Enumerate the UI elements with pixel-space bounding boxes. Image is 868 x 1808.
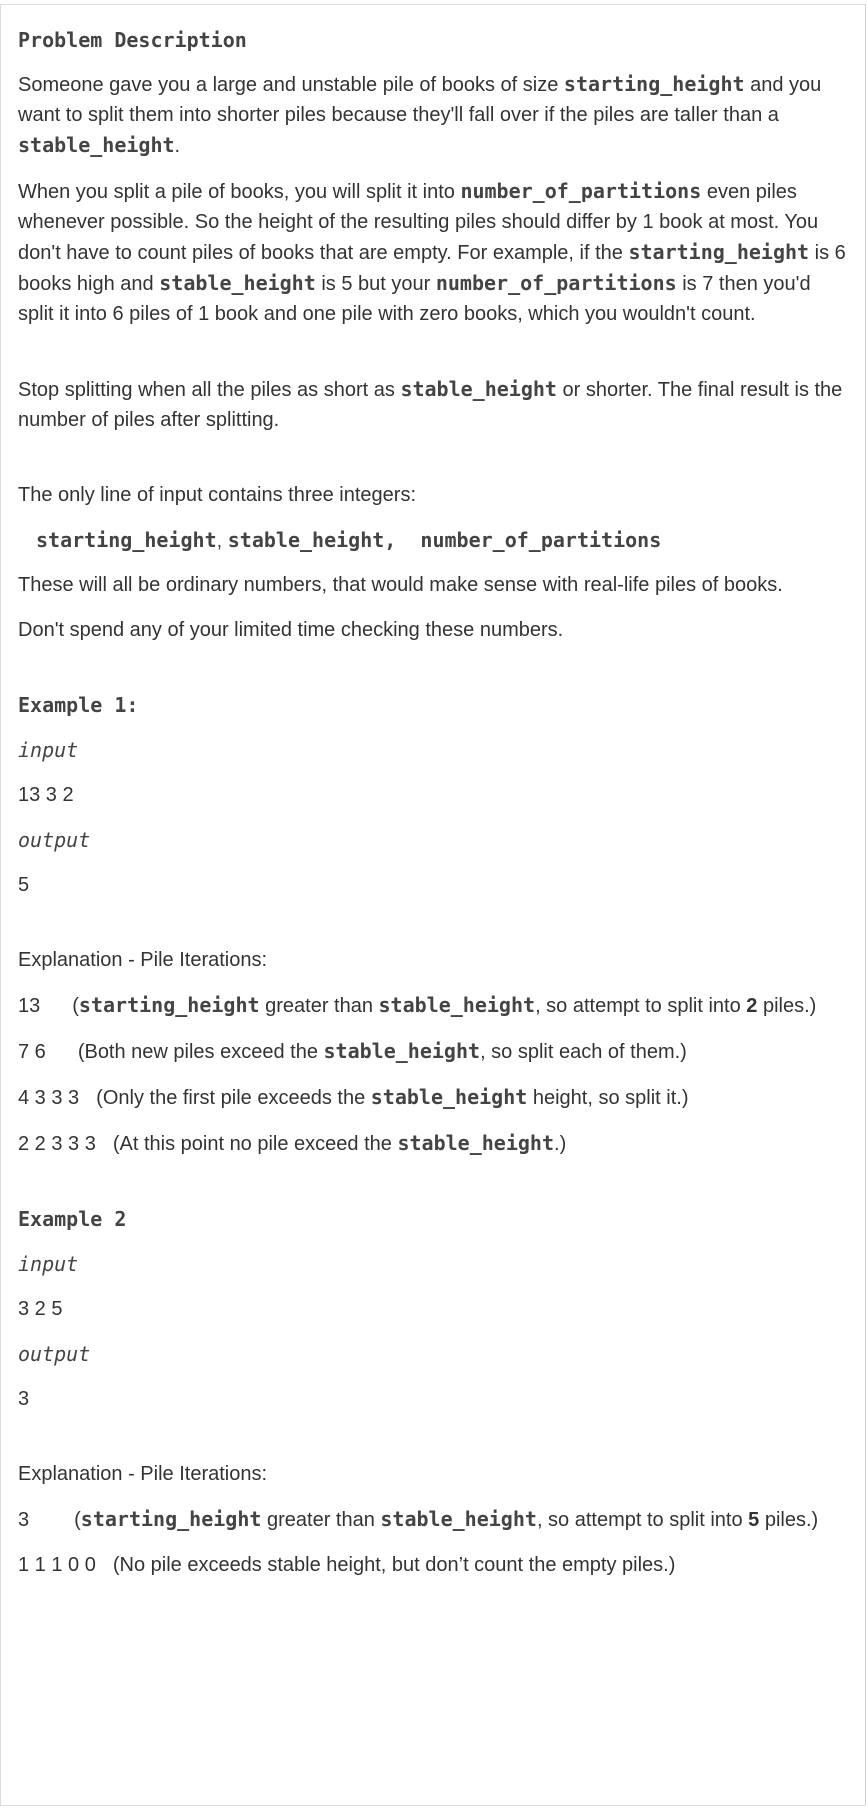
intro-paragraph-1: Someone gave you a large and unstable pile of books of size starting_height and you want to split them into shorter piles because they'll fall over if the piles are taller than a stable_height. [18, 72, 822, 157]
input-note-2: Don't spend any of your limited time checking these numbers. [18, 619, 564, 641]
code-stable-height: stable_height [159, 271, 316, 295]
input-description: The only line of input contains three integers: [18, 484, 417, 506]
example-1-output-label: output [18, 828, 91, 852]
input-note: These will all be ordinary numbers, that would make sense with real-life piles of books. [18, 574, 783, 596]
code-stable-height: stable_height [18, 133, 175, 157]
example-2-output-value: 3 [18, 1388, 30, 1410]
example-2-iteration-2: 1 1 1 0 0 (No pile exceeds stable height, but don’t count the empty piles.) [18, 1554, 676, 1576]
example-2-heading: Example 2 [18, 1207, 127, 1231]
example-2-output-label: output [18, 1342, 91, 1366]
page-title: Problem Description [18, 28, 247, 52]
code-starting-height: starting_height [563, 72, 745, 96]
problem-content [18, 25, 848, 1595]
example-1-output-value: 5 [18, 874, 30, 896]
example-2-input-value: 3 2 5 [18, 1298, 63, 1320]
intro-paragraph-3: Stop splitting when all the piles as short as stable_height or shorter. The final result is the number of piles after splitting. [18, 377, 843, 431]
example-2-iteration-1: 3 (starting_height greater than stable_height, so attempt to split into 5 piles.) [18, 1507, 819, 1531]
example-1-iteration-3: 4 3 3 3 (Only the first pile exceeds the stable_height height, so split it.) [18, 1085, 689, 1109]
example-2-input-label: input [18, 1252, 79, 1276]
example-1-explanation-title: Explanation - Pile Iterations: [18, 949, 268, 971]
code-stable-height: stable_height [400, 377, 557, 401]
example-1-input-value: 13 3 2 [18, 784, 74, 806]
input-format-line: starting_height, stable_height, number_of_partitions [36, 528, 662, 552]
problem-panel [0, 4, 866, 1806]
example-1-iteration-1: 13 (starting_height greater than stable_height, so attempt to split into 2 piles.) [18, 993, 817, 1017]
example-2-explanation-title: Explanation - Pile Iterations: [18, 1463, 268, 1485]
code-starting-height: starting_height [628, 240, 810, 264]
intro-paragraph-2: When you split a pile of books, you will split it into number_of_partitions even piles whenever possible. So the height of the resulting piles should differ by 1 book at most. You don't have to count piles of books that are empty. For example, if the starting_height is 6 books high and stable_height is 5 but your number_of_partitions is 7 then you'd split it into 6 piles of 1 book and one pile with zero books, which you wouldn't count. [18, 179, 846, 325]
example-1-iteration-4: 2 2 3 3 3 (At this point no pile exceed the stable_height.) [18, 1131, 567, 1155]
example-1-heading: Example 1: [18, 693, 139, 717]
code-number-of-partitions: number_of_partitions [435, 271, 677, 295]
code-number-of-partitions: number_of_partitions [460, 179, 702, 203]
example-1-input-label: input [18, 738, 79, 762]
example-1-iteration-2: 7 6 (Both new piles exceed the stable_height, so split each of them.) [18, 1039, 687, 1063]
